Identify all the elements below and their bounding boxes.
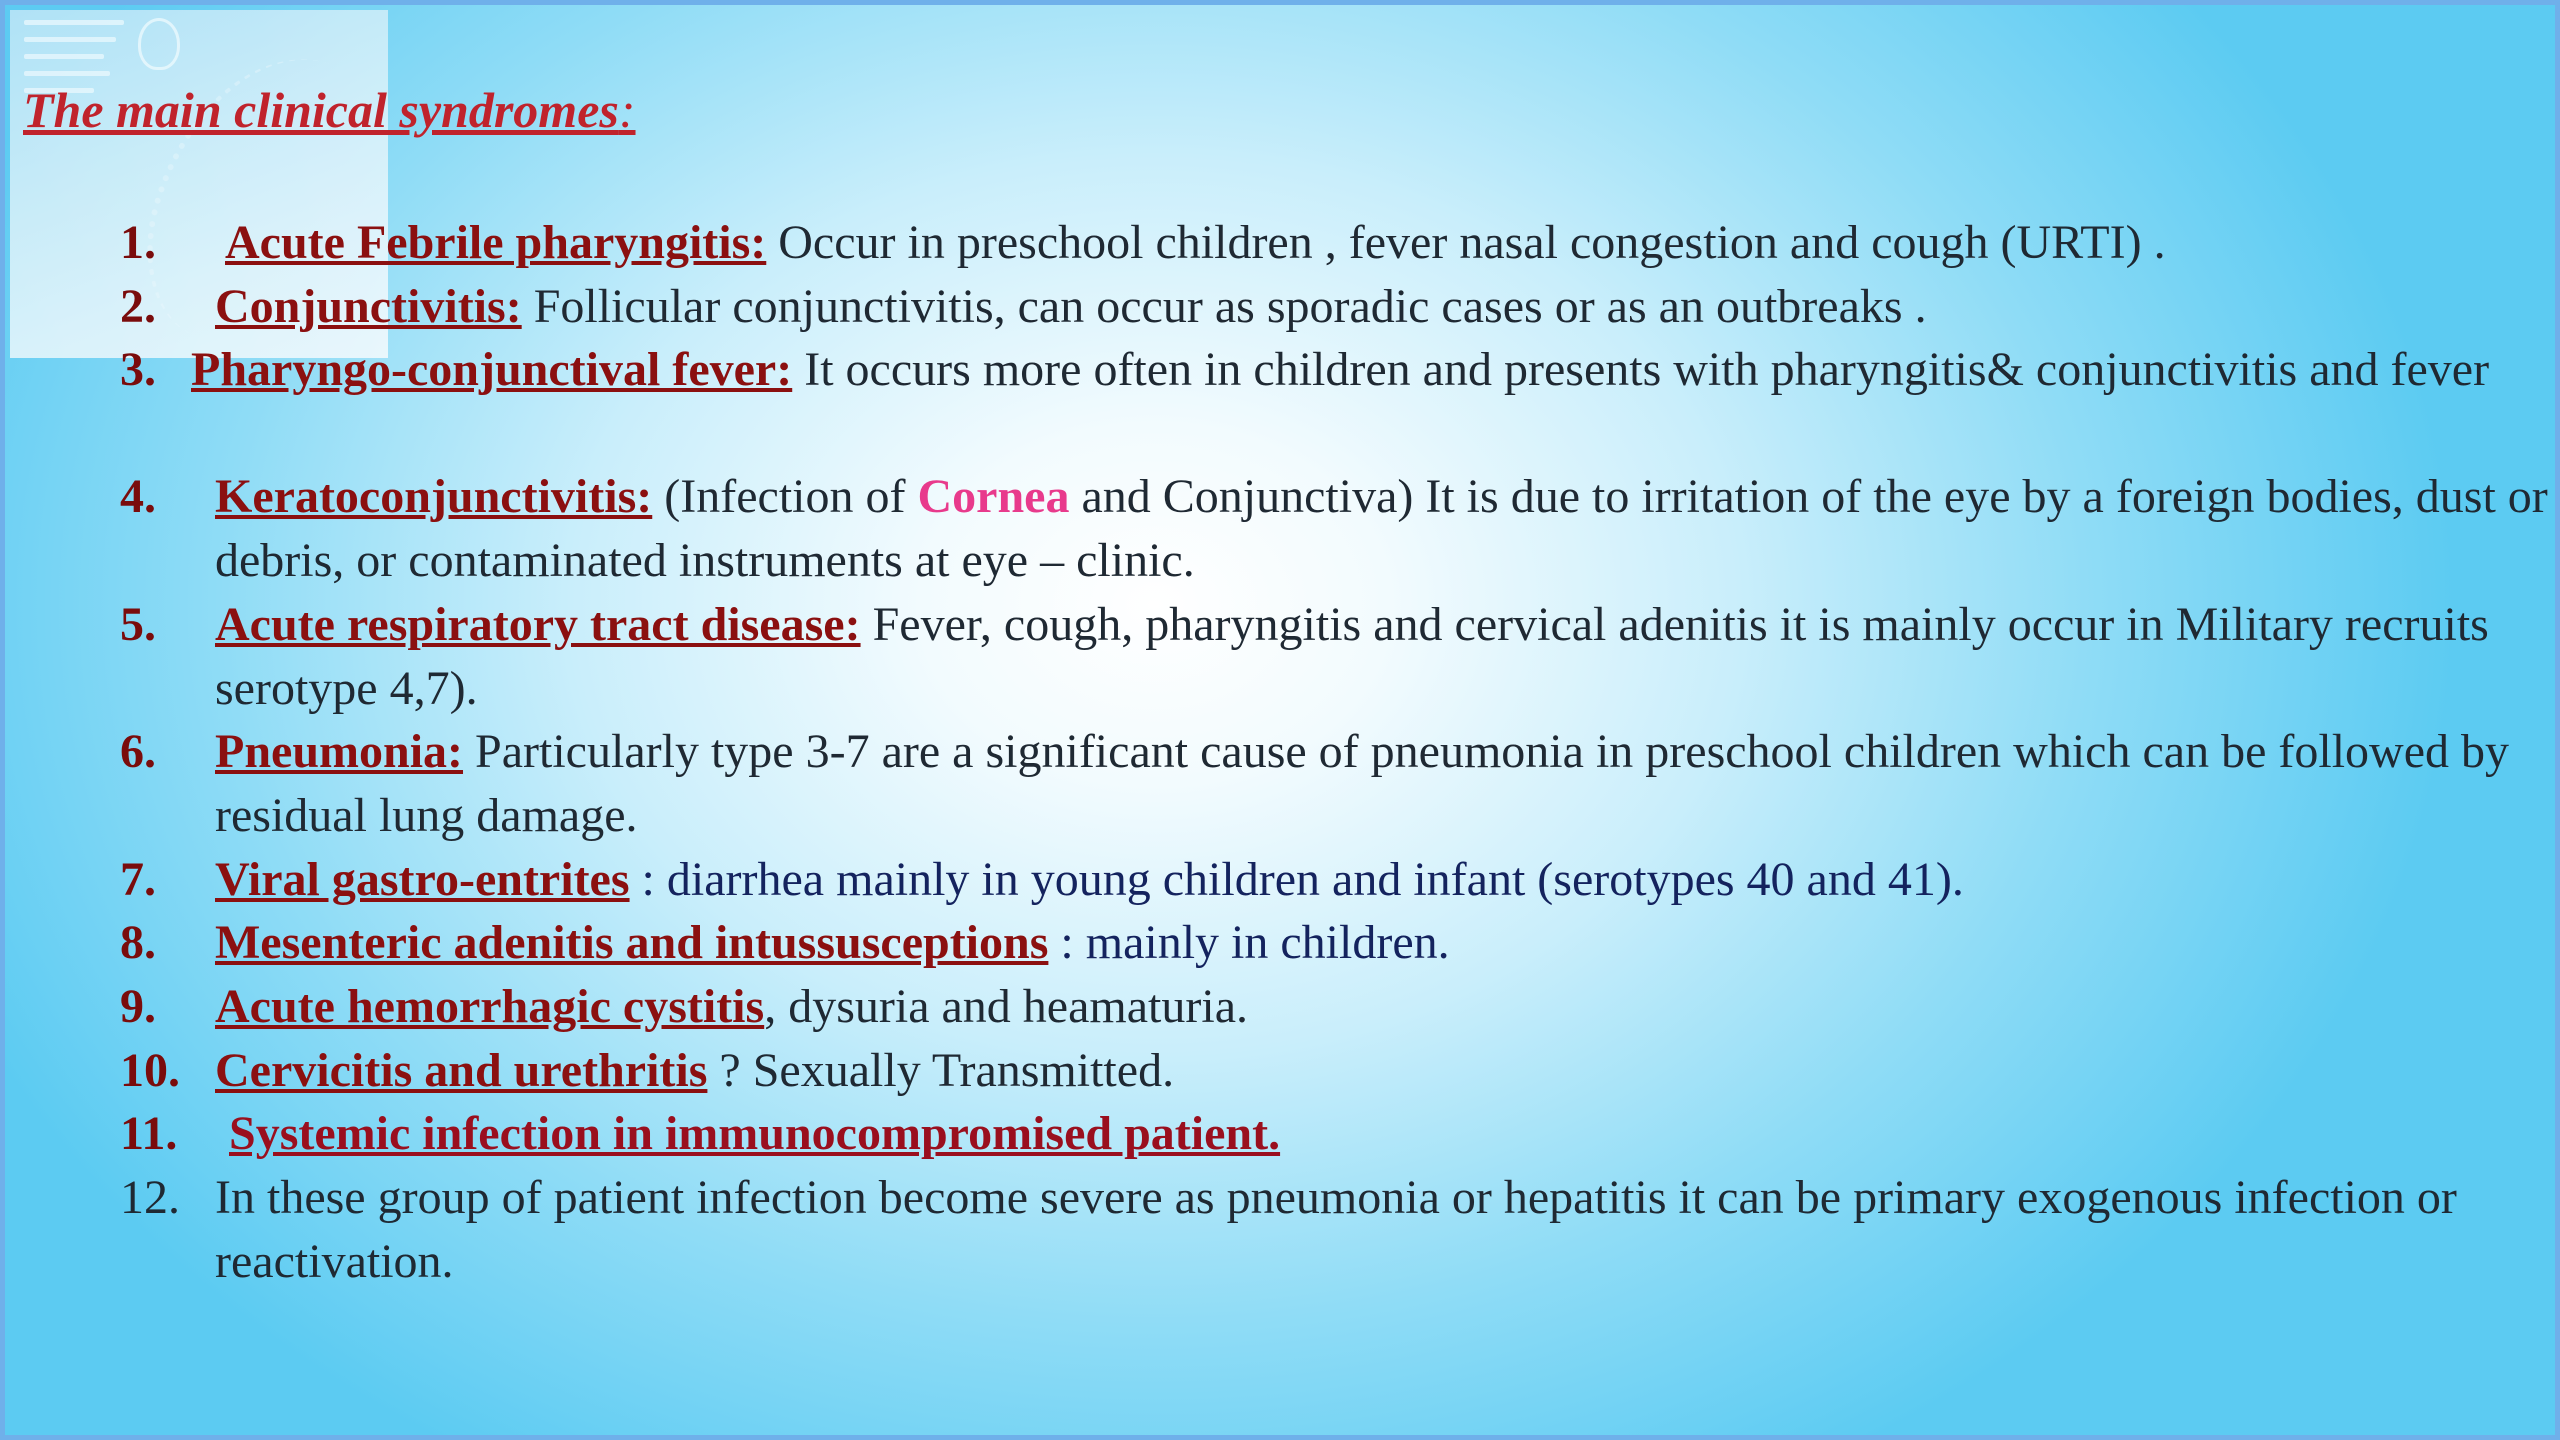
item-term: Conjunctivitis: — [215, 280, 522, 333]
item-term: Mesenteric adenitis and intussusceptions — [215, 916, 1049, 969]
item-term: Acute respiratory tract disease: — [215, 598, 861, 651]
item-body — [215, 1039, 2555, 1103]
item-body — [215, 848, 2555, 912]
item-description: Fever, cough, pharyngitis and cervical adenitis it is mainly occur in Military recruits serotype 4,7). — [215, 598, 2489, 715]
item-body — [215, 975, 2555, 1039]
item-number: 12. — [120, 1171, 180, 1224]
item-number: 7. — [120, 853, 156, 906]
item-term: Viral gastro-entrites — [215, 853, 630, 906]
item-number: 3. — [120, 343, 156, 396]
slide-title-colon: : — [618, 82, 636, 138]
item-term: Acute hemorrhagic cystitis — [215, 980, 765, 1033]
item-number: 8. — [120, 916, 156, 969]
item-description-end: and Conjunctiva) It is due to irritation of the eye by a foreign bodies, dust or debris, or contaminated instruments at eye – clinic. — [215, 470, 2548, 587]
item-number: 11. — [120, 1107, 178, 1160]
item-description: In these group of patient infection become severe as pneumonia or hepatitis it can be primary exogenous infection or reactivation. — [215, 1171, 2457, 1288]
item-number: 10. — [120, 1044, 180, 1097]
item-description: : mainly in children. — [1048, 916, 1450, 969]
item-body — [225, 211, 2555, 275]
item-description: It occurs more often in children and presents with pharyngitis& conjunctivitis and fever — [792, 343, 2490, 396]
item-number: 9. — [120, 980, 156, 1033]
item-description: Occur in preschool children , fever nasal congestion and cough (URTI) . — [766, 216, 2166, 269]
slide-title-text: The main clinical syndromes — [23, 82, 619, 138]
item-number: 2. — [120, 280, 156, 333]
logo-emblem-icon — [138, 18, 180, 70]
item-number: 4. — [120, 470, 156, 523]
item-term: Systemic infection in immunocompromised patient. — [229, 1107, 1281, 1160]
item-description: Particularly type 3-7 are a significant cause of pneumonia in preschool children which can be followed by residual lung damage. — [215, 725, 2509, 842]
item-body — [215, 1166, 2555, 1294]
item-term: Keratoconjunctivitis: — [215, 470, 653, 523]
cornea-highlight: Cornea — [917, 470, 1070, 523]
item-description: : diarrhea mainly in young children and infant (serotypes 40 and 41). — [629, 853, 1964, 906]
item-description: Follicular conjunctivitis, can occur as sporadic cases or as an outbreaks . — [521, 280, 1927, 333]
item-term: Cervicitis and urethritis — [215, 1044, 708, 1097]
item-body — [215, 275, 2555, 339]
item-term: Pneumonia: — [215, 725, 464, 778]
item-description: ? Sexually Transmitted. — [707, 1044, 1175, 1097]
item-term: Pharyngo-conjunctival fever: — [191, 343, 793, 396]
item-body — [215, 720, 2555, 848]
item-body — [191, 338, 2555, 402]
slide-title — [23, 81, 636, 139]
item-body — [229, 1102, 2555, 1166]
item-body — [215, 911, 2555, 975]
item-term: Acute Febrile pharyngitis: — [225, 216, 767, 269]
item-description: , dysuria and heamaturia. — [764, 980, 1249, 1033]
item-body — [215, 465, 2555, 593]
item-number: 1. — [120, 216, 156, 269]
item-number: 5. — [120, 598, 156, 651]
item-number: 6. — [120, 725, 156, 778]
item-description-start: (Infection of — [652, 470, 918, 523]
item-body — [215, 593, 2555, 721]
